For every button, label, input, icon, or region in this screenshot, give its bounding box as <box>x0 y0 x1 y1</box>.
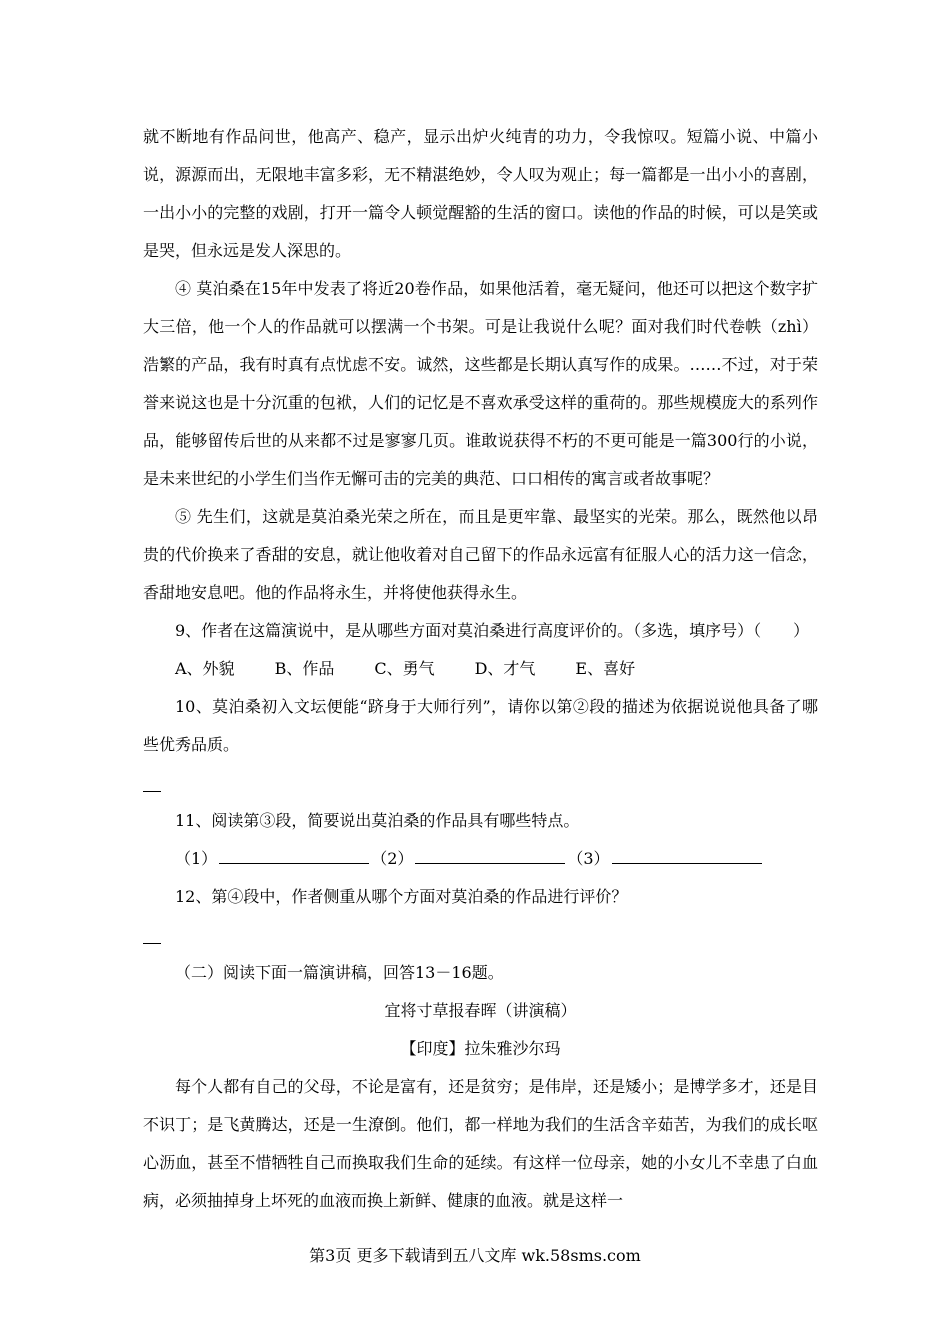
answer-blank-3[interactable] <box>612 847 762 864</box>
option-b: B、作品 <box>274 659 335 678</box>
blank-label-1: （1） <box>175 849 218 868</box>
section-2-intro: （二）阅读下面一篇演讲稿，回答13－16题。 <box>175 963 504 982</box>
question-11: 11、阅读第③段，简要说出莫泊桑的作品具有哪些特点。 <box>175 811 580 830</box>
question-11-blanks <box>143 840 818 878</box>
answer-line-q10 <box>143 764 161 802</box>
question-9-options <box>143 650 818 688</box>
question-12: 12、第④段中，作者侧重从哪个方面对莫泊桑的作品进行评价？ <box>175 887 628 906</box>
paragraph-5: ⑤ 先生们，这就是莫泊桑光荣之所在，而且是更牢靠、最坚实的光荣。那么，既然他以昂贵的代价换来了香甜的安息，就让他收着对自己留下的作品永远富有征服人心的活力这一信念，香甜地安息吧。他的作品将永生，并将使他获得永生。 <box>143 507 818 602</box>
option-c: C、勇气 <box>374 659 435 678</box>
blank-label-2: （2） <box>371 849 414 868</box>
question-9: 9、作者在这篇演说中，是从哪些方面对莫泊桑进行高度评价的。（多选，填序号）（ ） <box>175 621 810 640</box>
speech-paragraph-1: 每个人都有自己的父母，不论是富有，还是贫穷；是伟岸，还是矮小；是博学多才，还是目不识丁；是飞黄腾达，还是一生潦倒。他们，都一样地为我们的生活含辛茹苦，为我们的成长呕心沥血，甚至不惜牺牲自己而换取我们生命的延续。有这样一位母亲，她的小女儿不幸患了白血病，必须抽掉身上坏死的血液而换上新鲜、健康的血液。就是这样一 <box>143 1077 818 1210</box>
page-footer: 第3页 更多下载请到五八文库 wk.58sms.com <box>309 1246 641 1265</box>
paragraph-4: ④ 莫泊桑在15年中发表了将近20卷作品，如果他活着，毫无疑问，他还可以把这个数字扩大三倍，他一个人的作品就可以摆满一个书架。可是让我说什么呢？面对我们时代卷帙（zhì）浩繁的产品，我有时真有点忧虑不安。诚然，这些都是长期认真写作的成果。……不过，对于荣誉来说这也是十分沉重的包袱，人们的记忆是不喜欢承受这样的重荷的。那些规模庞大的系列作品，能够留传后世的从来都不过是寥寥几页。谁敢说获得不朽的不更可能是一篇300行的小说，是未来世纪的小学生们当作无懈可击的完美的典范、口口相传的寓言或者故事呢？ <box>143 279 818 488</box>
option-a: A、外貌 <box>175 659 235 678</box>
blank-label-3: （3） <box>567 849 610 868</box>
answer-blank-2[interactable] <box>415 847 565 864</box>
speech-author: 【印度】拉朱雅沙尔玛 <box>400 1039 561 1058</box>
option-d: D、才气 <box>474 659 536 678</box>
answer-blank-1[interactable] <box>219 847 369 864</box>
answer-line-q12 <box>143 916 161 954</box>
question-10: 10、莫泊桑初入文坛便能“跻身于大师行列”，请你以第②段的描述为依据说说他具备了哪些优秀品质。 <box>143 697 818 754</box>
document-body <box>143 118 818 1220</box>
option-e: E、喜好 <box>575 659 636 678</box>
paragraph-3-continued: 就不断地有作品问世，他高产、稳产，显示出炉火纯青的功力，令我惊叹。短篇小说、中篇小说，源源而出，无限地丰富多彩，无不精湛绝妙，令人叹为观止；每一篇都是一出小小的喜剧，一出小小的完整的戏剧，打开一篇令人顿觉醒豁的生活的窗口。读他的作品的时候，可以是笑或是哭，但永远是发人深思的。 <box>143 127 818 260</box>
speech-title: 宜将寸草报春晖（讲演稿） <box>384 1001 577 1020</box>
